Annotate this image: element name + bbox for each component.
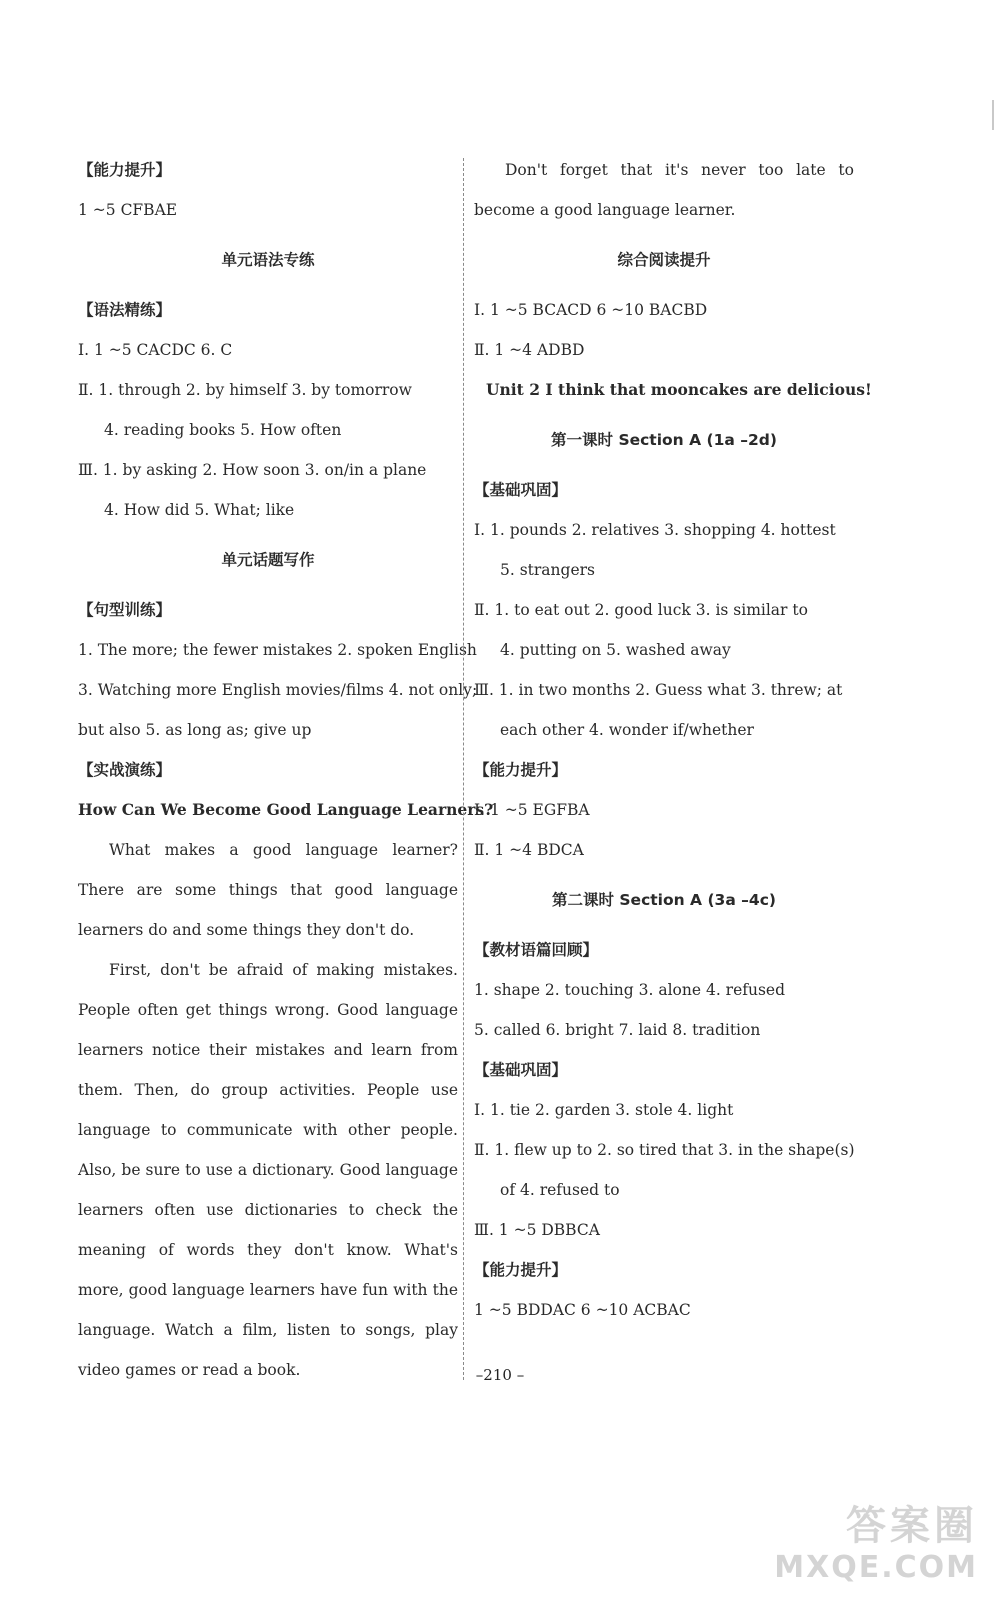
scan-edge-mark (992, 100, 994, 130)
section-heading: 【语法精练】 (78, 301, 172, 319)
section-heading: 【能力提升】 (474, 761, 568, 779)
answer-line: 4. reading books 5. How often (104, 421, 342, 439)
watermark-text-bottom: MXQE.COM (774, 1550, 978, 1585)
answer-line: Ⅱ. 1 ~4 ADBD (474, 341, 585, 359)
section-heading: 【基础巩固】 (474, 1061, 568, 1079)
answer-line: Ⅲ. 1. in two months 2. Guess what 3. threw; at (474, 681, 843, 699)
answer-line: 1 ~5 CFBAE (78, 201, 178, 219)
section-heading: 【实战演练】 (78, 761, 172, 779)
answer-line: Ⅰ. 1. tie 2. garden 3. stole 4. light (474, 1101, 734, 1119)
section-heading: 【能力提升】 (78, 161, 172, 179)
section-title-reading: 综合阅读提升 (617, 251, 711, 269)
essay-paragraph: First, don't be afraid of making mistakes. People often get things wrong. Good language learners notice their mistakes and learn from them. Then, do group activities. People use language to communicate with other people. Also, be sure to use a dictionary. Good language learners often use dictionaries to check the meaning of words they don't know. What's more, good language learners have fun with the language. Watch a film, listen to songs, play video games or read a book. (78, 961, 458, 1379)
section-title-grammar: 单元语法专练 (221, 251, 315, 269)
answer-line: 4. How did 5. What; like (104, 501, 295, 519)
answer-line: 3. Watching more English movies/films 4. not only; (78, 681, 478, 699)
answer-line: each other 4. wonder if/whether (500, 721, 754, 739)
essay-paragraph: Don't forget that it's never too late to become a good language learner. (474, 161, 854, 219)
right-column (474, 150, 872, 1330)
answer-line: of 4. refused to (500, 1181, 620, 1199)
section-heading: 【能力提升】 (474, 1261, 568, 1279)
answer-line: Ⅱ. 1. flew up to 2. so tired that 3. in the shape(s) (474, 1141, 855, 1159)
page-number: –210 – (475, 1366, 525, 1384)
section-title-writing: 单元话题写作 (221, 551, 315, 569)
section-heading: 【基础巩固】 (474, 481, 568, 499)
essay-title: How Can We Become Good Language Learners? (78, 800, 494, 819)
answer-line: 4. putting on 5. washed away (500, 641, 731, 659)
answer-line: but also 5. as long as; give up (78, 721, 312, 739)
answer-line: Ⅰ. 1. pounds 2. relatives 3. shopping 4. hottest (474, 521, 836, 539)
answer-line: Ⅰ. 1 ~5 CACDC 6. C (78, 341, 233, 359)
answer-line: 1 ~5 BDDAC 6 ~10 ACBAC (474, 1301, 691, 1319)
watermark-text-top: 答案圈 (846, 1503, 978, 1549)
unit-title: Unit 2 I think that mooncakes are delicious! (486, 380, 872, 399)
answer-line: Ⅰ. 1 ~5 BCACD 6 ~10 BACBD (474, 301, 708, 319)
answer-line: Ⅱ. 1. to eat out 2. good luck 3. is similar to (474, 601, 808, 619)
answer-line: Ⅱ. 1 ~4 BDCA (474, 841, 584, 859)
section-heading: 【句型训练】 (78, 601, 172, 619)
answer-line: 5. called 6. bright 7. laid 8. tradition (474, 1021, 761, 1039)
answer-line: Ⅲ. 1. by asking 2. How soon 3. on/in a plane (78, 461, 427, 479)
answer-line: 5. strangers (500, 561, 595, 579)
lesson-title: 第一课时 Section A (1a –2d) (551, 431, 777, 449)
column-divider (463, 158, 464, 1380)
answer-line: Ⅲ. 1 ~5 DBBCA (474, 1221, 600, 1239)
lesson-title: 第二课时 Section A (3a –4c) (552, 891, 776, 909)
section-heading: 【教材语篇回顾】 (474, 941, 599, 959)
answer-line: Ⅰ. 1 ~5 EGFBA (474, 801, 590, 819)
left-column (78, 150, 494, 1390)
essay-paragraph: What makes a good language learner? There are some things that good language learners do and some things they don't do. (78, 841, 458, 939)
answer-line: Ⅱ. 1. through 2. by himself 3. by tomorrow (78, 381, 412, 399)
answer-line: 1. The more; the fewer mistakes 2. spoken English (78, 641, 477, 659)
answer-line: 1. shape 2. touching 3. alone 4. refused (474, 981, 786, 999)
watermark-logo (738, 1502, 978, 1588)
